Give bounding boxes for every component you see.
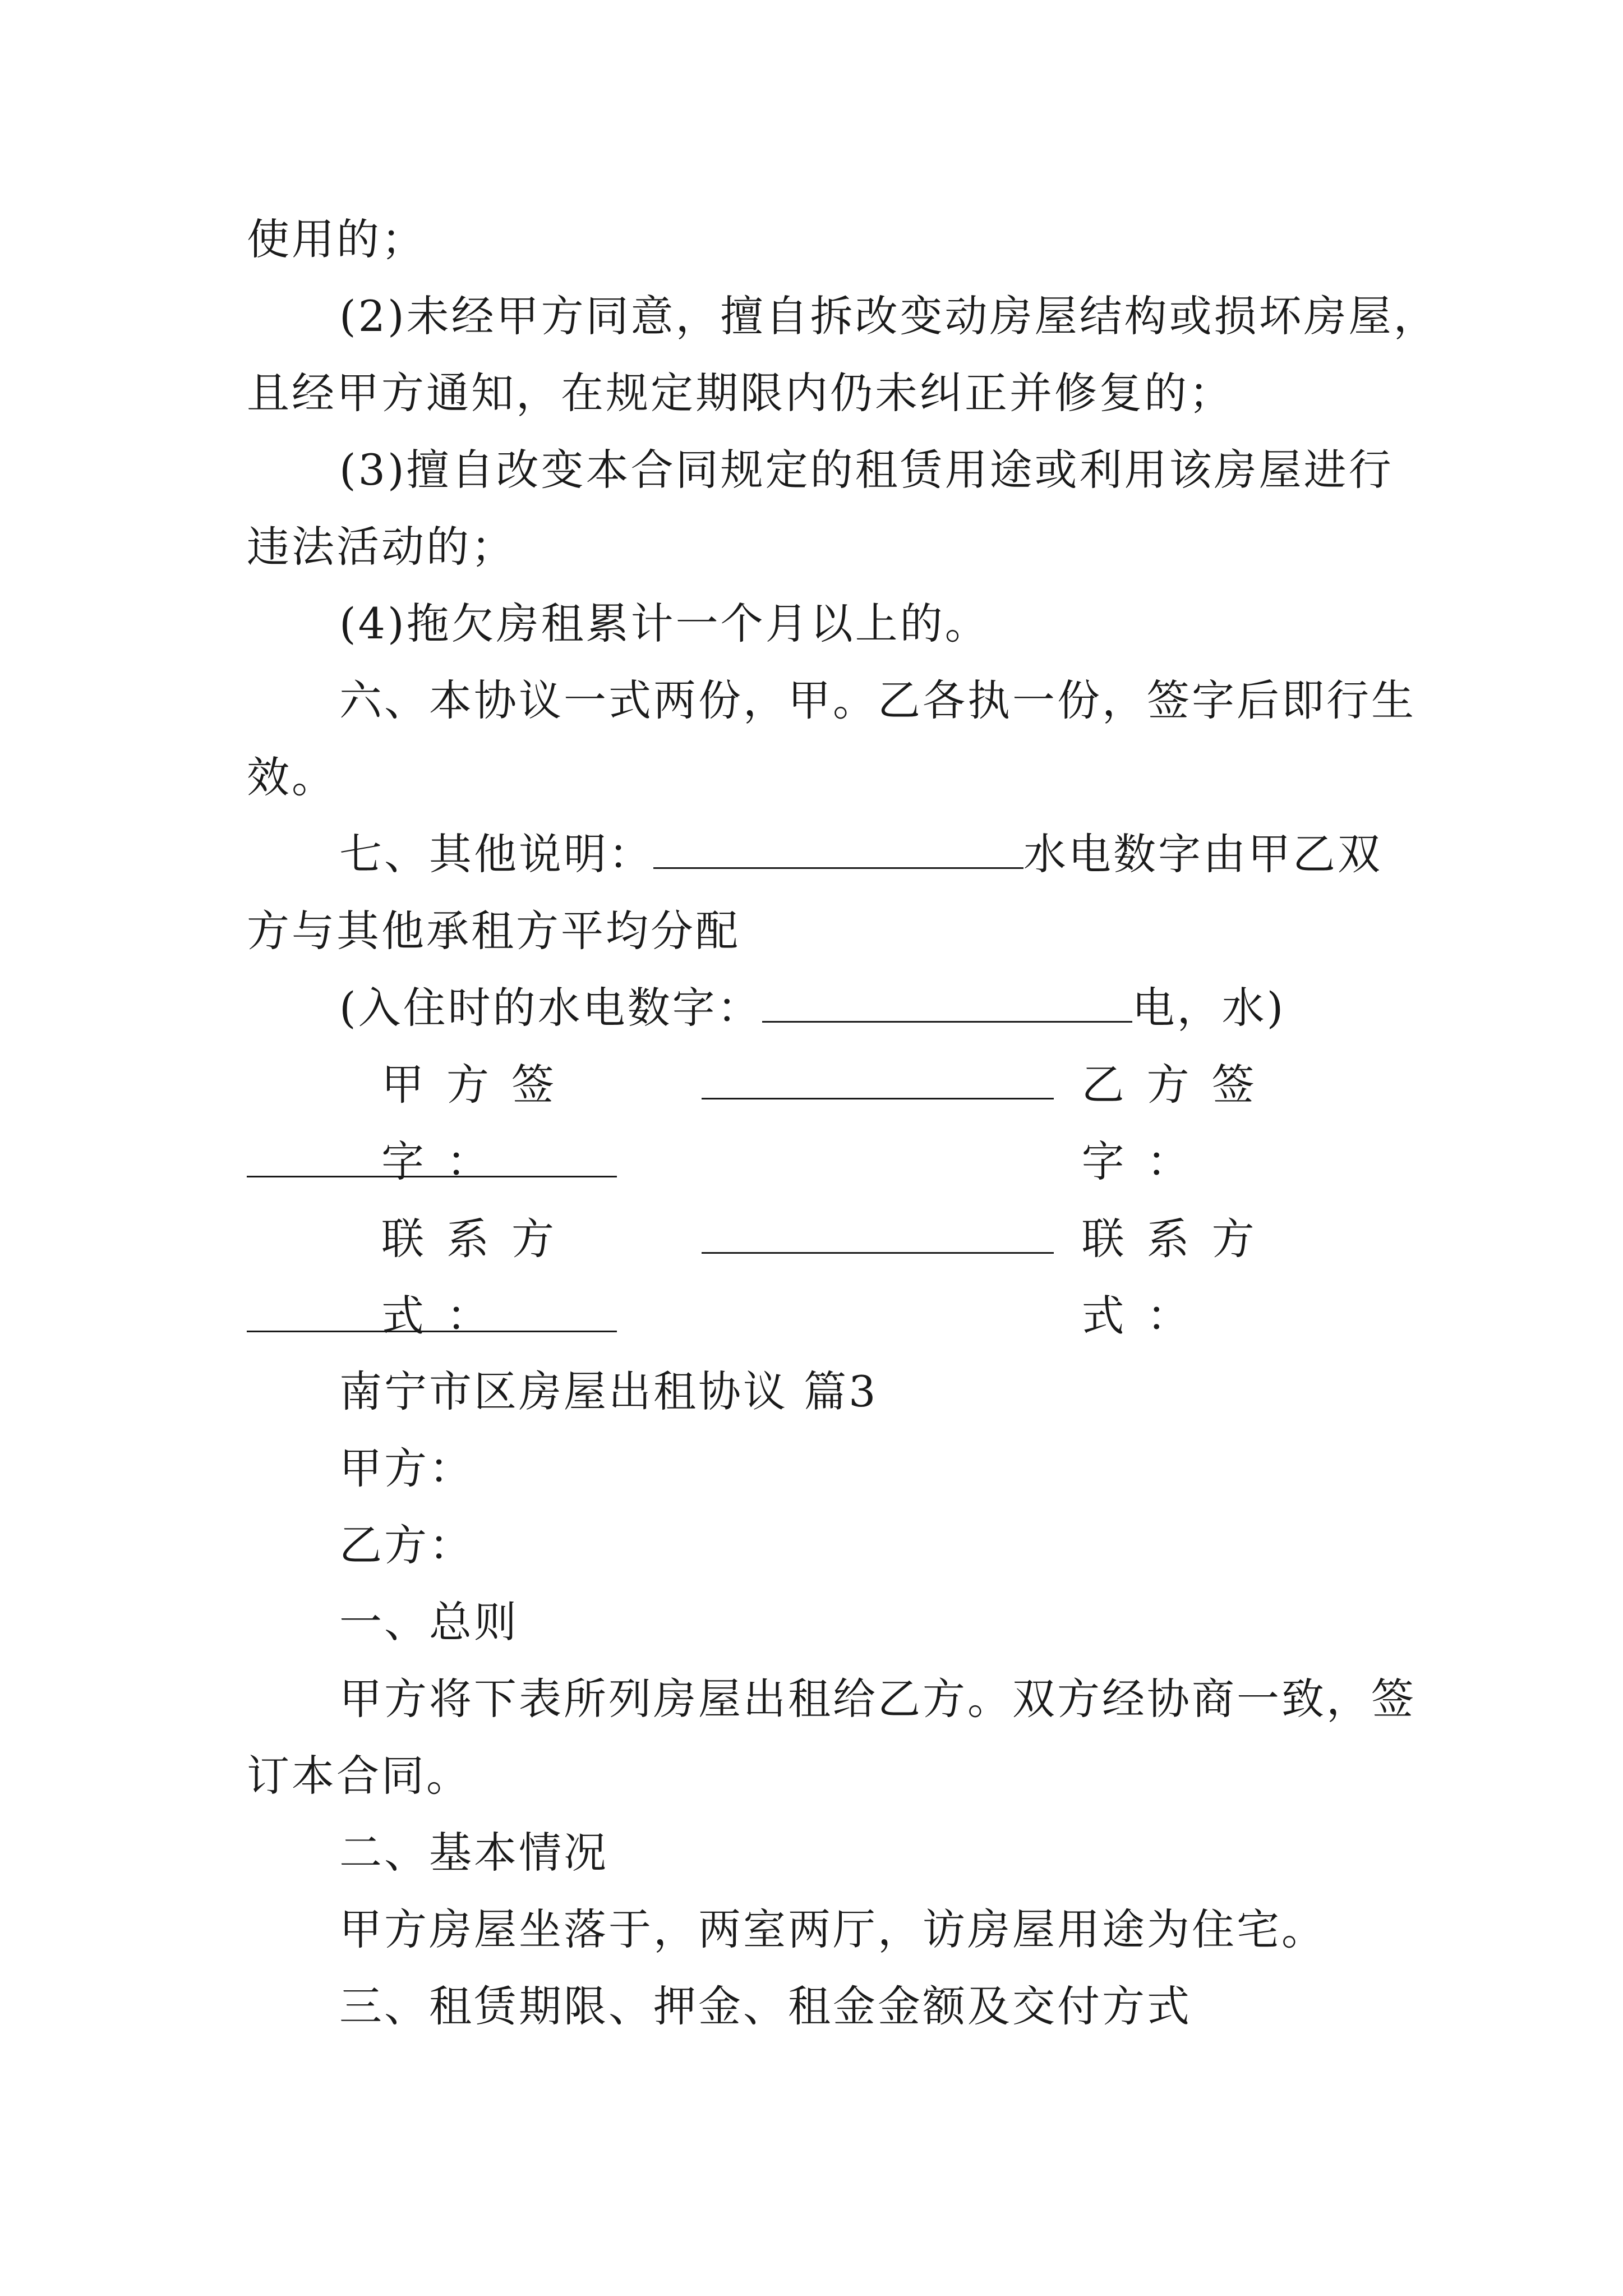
- party-a-sign-label: 甲方签字：: [381, 1060, 577, 1186]
- party-b-sign-label: 乙方签字：: [1081, 1060, 1277, 1186]
- paragraph-text: 甲方房屋坐落于，两室两厅，访房屋用途为住宅。: [339, 1904, 1326, 1954]
- general-heading: 一、总则: [339, 1597, 519, 1647]
- paragraph-text: 六、本协议一式两份，甲。乙各执一份，签字后即行生: [339, 675, 1416, 725]
- section-title: 南宁市区房屋出租协议 篇3: [339, 1366, 878, 1416]
- paragraph-text: 效。: [247, 752, 336, 802]
- other-notes-suffix: 水电数字由甲乙双: [1023, 829, 1382, 879]
- party-b-contact-label: 联系方式：: [1081, 1214, 1277, 1341]
- checkin-meter-line: [247, 969, 1391, 1046]
- paragraph-text: 使用的；: [247, 214, 426, 264]
- party-a-contact-label: 联系方式：: [381, 1214, 577, 1341]
- checkin-meter-blank[interactable]: [762, 984, 1132, 1023]
- other-notes-label: 七、其他说明：: [339, 829, 653, 879]
- paragraph-text: 且经甲方通知，在规定期限内仍未纠正并修复的；: [247, 368, 1234, 418]
- party-a-sign-blank[interactable]: [702, 1061, 1053, 1099]
- checkin-meter-label: (入住时的水电数字：: [339, 983, 762, 1033]
- paragraph-text: 违法活动的；: [247, 522, 516, 572]
- party-b-contact-blank[interactable]: [247, 1331, 617, 1332]
- checkin-meter-suffix: 电，水): [1132, 983, 1286, 1033]
- party-a-contact-blank[interactable]: [702, 1215, 1053, 1254]
- document-page: [247, 0, 1438, 2296]
- party-b-line: 乙方：: [339, 1520, 474, 1570]
- other-notes-blank[interactable]: [653, 830, 1023, 869]
- other-notes-line: [247, 816, 1391, 892]
- paragraph-text: 订本合同。: [247, 1751, 471, 1801]
- paragraph-text: (3)擅自改变本合同规定的租赁用途或利用该房屋进行: [339, 445, 1394, 495]
- party-b-sign-blank[interactable]: [247, 1176, 617, 1177]
- party-a-line: 甲方：: [339, 1443, 474, 1493]
- paragraph-text: (4)拖欠房租累计一个月以上的。: [339, 599, 990, 648]
- basic-heading: 二、基本情况: [339, 1828, 608, 1878]
- paragraph-text: 方与其他承租方平均分配: [247, 906, 740, 956]
- term-heading: 三、租赁期限、押金、租金金额及交付方式: [339, 1981, 1192, 2031]
- paragraph-text: (2)未经甲方同意，擅自拆改变动房屋结构或损坏房屋，: [339, 291, 1438, 341]
- paragraph-text: 甲方将下表所列房屋出租给乙方。双方经协商一致，签: [339, 1674, 1416, 1724]
